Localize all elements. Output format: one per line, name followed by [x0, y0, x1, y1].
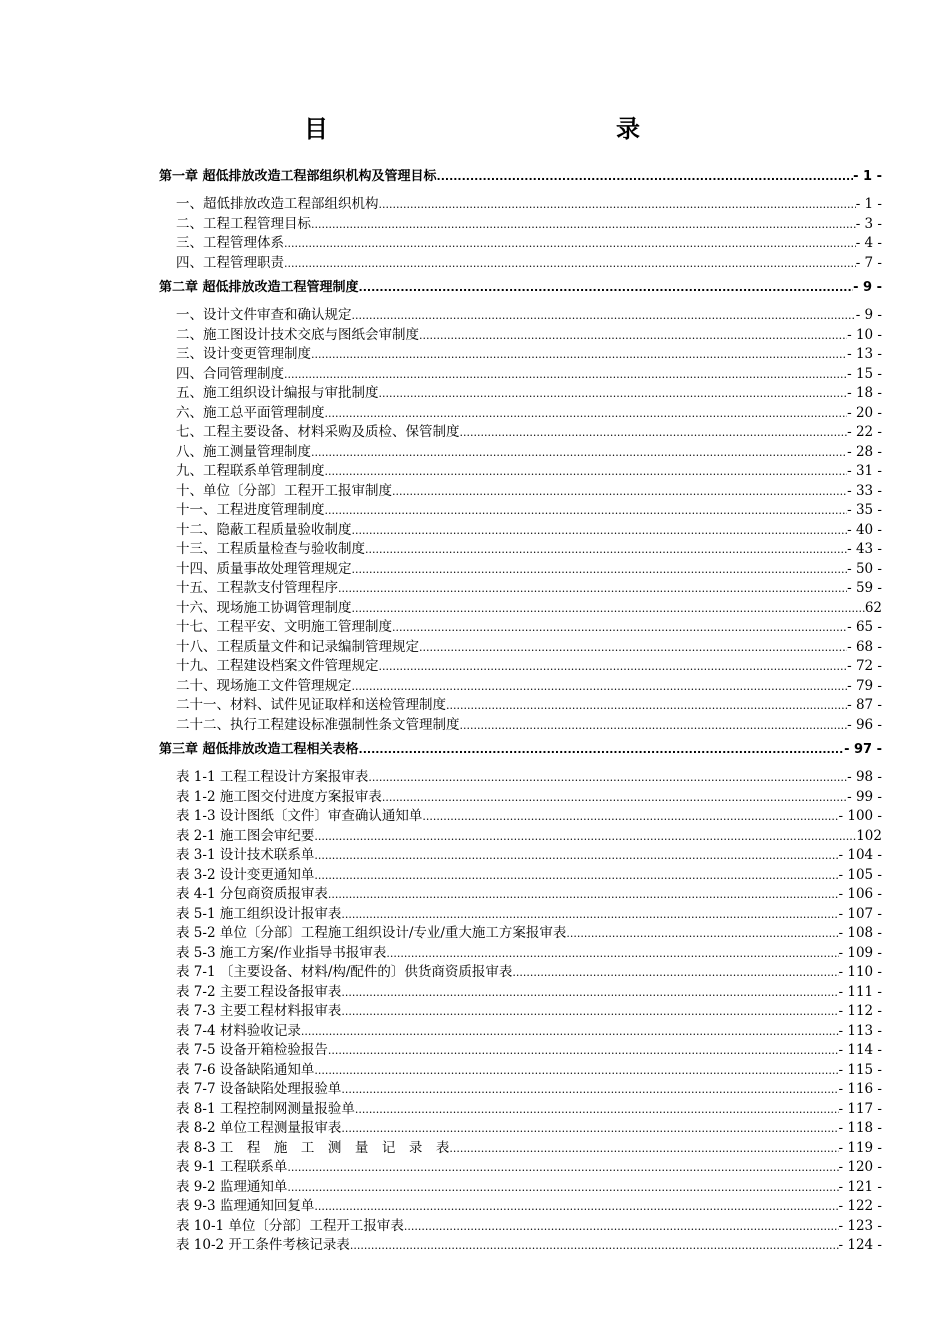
- toc-entry-title: 二十一、材料、试件见证取样和送检管理制度: [176, 697, 446, 713]
- toc-entry-title: 三、设计变更管理制度: [176, 346, 311, 362]
- toc-entry-title: 表 5-1 施工组织设计报审表: [176, 905, 342, 922]
- toc-entry[interactable]: [159, 1119, 882, 1139]
- toc-entry[interactable]: [159, 807, 882, 827]
- toc-entry-title: 表 7-4 材料验收记录: [176, 1022, 301, 1039]
- toc-page-number: - 65 -: [847, 619, 882, 635]
- toc-page-number: - 4 -: [855, 235, 882, 251]
- toc-dot-leader: [341, 1080, 838, 1100]
- toc-entry[interactable]: [159, 443, 882, 463]
- toc-dot-leader: [422, 807, 838, 827]
- toc-entry[interactable]: [159, 234, 882, 254]
- toc-entry[interactable]: [159, 716, 882, 736]
- toc-entry-title: 七、工程主要设备、材料采购及质检、保管制度: [176, 424, 460, 440]
- toc-dot-leader: [341, 1119, 838, 1139]
- toc-entry[interactable]: [159, 983, 882, 1003]
- toc-dot-leader: [352, 560, 848, 580]
- toc-dot-leader: [311, 443, 847, 463]
- toc-entry[interactable]: [159, 1041, 882, 1061]
- toc-dot-leader: [341, 1002, 838, 1022]
- toc-dot-leader: [460, 423, 848, 443]
- toc-page-number: - 7 -: [855, 254, 882, 271]
- toc-entry-title: 表 1-3 设计图纸〔文件〕审查确认通知单: [176, 808, 423, 824]
- toc-entry-title: 表 3-2 设计变更通知单: [176, 866, 315, 883]
- toc-entry[interactable]: [159, 768, 882, 788]
- toc-dot-leader: [350, 1236, 839, 1256]
- toc-page-number: - 122 -: [838, 1198, 882, 1214]
- table-of-contents: [159, 166, 882, 1256]
- toc-entry-title: 四、工程管理职责: [176, 254, 284, 271]
- toc-entry-title: 表 8-3 工 程 施 工 测 量 记 录 表: [176, 1139, 450, 1156]
- toc-entry-title: 表 10-2 开工条件考核记录表: [176, 1237, 350, 1253]
- toc-entry[interactable]: [159, 1002, 882, 1022]
- toc-entry-title: 十、单位〔分部〕工程开工报审制度: [176, 482, 392, 499]
- toc-entry[interactable]: [159, 638, 882, 658]
- toc-dot-leader: [512, 963, 838, 983]
- toc-entry[interactable]: [159, 1061, 882, 1081]
- toc-dot-leader: [379, 657, 848, 677]
- toc-chapter-entry[interactable]: [159, 166, 882, 188]
- toc-page-number: - 15 -: [847, 365, 882, 382]
- toc-dot-leader: [284, 254, 856, 274]
- toc-dot-leader: [341, 983, 838, 1003]
- toc-dot-leader: [314, 1197, 838, 1217]
- toc-entry[interactable]: [159, 521, 882, 541]
- toc-entry[interactable]: [159, 1158, 882, 1178]
- toc-dot-leader: [311, 215, 856, 235]
- toc-entry[interactable]: [159, 1100, 882, 1120]
- toc-entry-title: 二、工程工程管理目标: [176, 215, 311, 232]
- toc-entry-title: 一、超低排放改造工程部组织机构: [176, 196, 379, 212]
- toc-dot-leader: [341, 905, 838, 925]
- toc-entry[interactable]: [159, 1197, 882, 1217]
- toc-entry[interactable]: [159, 1178, 882, 1198]
- toc-entry-title: 十四、质量事故处理管理规定: [176, 560, 352, 577]
- toc-page-number: - 111 -: [838, 983, 882, 1000]
- toc-entry-title: 表 2-1 施工图会审纪要: [176, 827, 315, 844]
- toc-entry[interactable]: [159, 384, 882, 404]
- toc-page-number: - 123 -: [838, 1217, 882, 1234]
- toc-page-number: - 105 -: [838, 866, 882, 883]
- toc-entry-title: 十一、工程进度管理制度: [176, 502, 325, 518]
- toc-dot-leader: [392, 482, 847, 502]
- toc-page-number: - 108 -: [838, 925, 882, 941]
- toc-page-number: - 106 -: [838, 886, 882, 902]
- toc-entry-title: 表 4-1 分包商资质报审表: [176, 886, 328, 902]
- toc-entry[interactable]: [159, 618, 882, 638]
- toc-entry[interactable]: [159, 404, 882, 424]
- toc-entry[interactable]: [159, 1217, 882, 1237]
- toc-entry-title: 二、施工图设计技术交底与图纸会审制度: [176, 326, 419, 343]
- toc-dot-leader: [368, 768, 847, 788]
- toc-page-number: - 72 -: [847, 658, 882, 674]
- toc-entry-title: 表 7-6 设备缺陷通知单: [176, 1061, 315, 1078]
- toc-page-number: - 50 -: [847, 560, 882, 577]
- toc-dot-leader: [566, 924, 838, 944]
- toc-entry-title: 表 5-2 单位〔分部〕工程施工组织设计/专业/重大施工方案报审表: [176, 925, 567, 941]
- toc-entry[interactable]: [159, 1139, 882, 1159]
- toc-page-number: - 107 -: [838, 905, 882, 922]
- toc-chapter-entry[interactable]: [159, 277, 882, 299]
- toc-entry-title: 表 7-1 〔主要设备、材料/构/配件的〕供货商资质报审表: [176, 964, 513, 980]
- toc-entry[interactable]: [159, 1080, 882, 1100]
- toc-entry-title: 表 9-2 监理通知单: [176, 1178, 288, 1195]
- toc-page-number: - 113 -: [838, 1022, 882, 1039]
- toc-entry-title: 表 7-3 主要工程材料报审表: [176, 1003, 342, 1019]
- toc-entry-title: 表 1-2 施工图交付进度方案报审表: [176, 788, 382, 805]
- toc-dot-leader: [325, 501, 848, 521]
- toc-dot-leader: [355, 1100, 839, 1120]
- toc-entry-title: 二十二、执行工程建设标准强制性条文管理制度: [176, 716, 460, 733]
- toc-dot-leader: [328, 885, 839, 905]
- toc-entry-title: 第二章 超低排放改造工程管理制度: [159, 280, 359, 295]
- toc-entry-title: 表 3-1 设计技术联系单: [176, 847, 315, 863]
- toc-dot-leader: [352, 677, 848, 697]
- toc-page-number: - 1 -: [855, 196, 882, 212]
- toc-page-number: - 9 -: [853, 280, 882, 295]
- toc-entry[interactable]: [159, 905, 882, 925]
- toc-page-number: - 99 -: [847, 788, 882, 805]
- toc-page-number: - 79 -: [847, 677, 882, 694]
- toc-entry[interactable]: [159, 579, 882, 599]
- toc-entry-title: 十三、工程质量检查与验收制度: [176, 541, 365, 557]
- toc-entry[interactable]: [159, 501, 882, 521]
- toc-entry[interactable]: [159, 788, 882, 808]
- toc-entry-title: 十六、现场施工协调管理制度: [176, 599, 352, 616]
- toc-page-number: - 116 -: [838, 1081, 882, 1097]
- toc-page-number: - 68 -: [847, 638, 882, 655]
- toc-dot-leader: [314, 1061, 838, 1081]
- toc-entry-title: 三、工程管理体系: [176, 235, 284, 251]
- toc-dot-leader: [382, 788, 847, 808]
- toc-dot-leader: [437, 166, 854, 186]
- toc-page-number: - 120 -: [838, 1159, 882, 1175]
- toc-entry-title: 表 7-2 主要工程设备报审表: [176, 983, 342, 1000]
- toc-page-number: - 115 -: [838, 1061, 882, 1078]
- toc-entry-title: 二十、现场施工文件管理规定: [176, 677, 352, 694]
- toc-page-number: - 100 -: [838, 808, 882, 824]
- toc-dot-leader: [287, 1158, 838, 1178]
- page-title: 目 录: [304, 115, 720, 143]
- toc-entry-title: 十二、隐蔽工程质量验收制度: [176, 521, 352, 538]
- toc-dot-leader: [314, 846, 838, 866]
- toc-page-number: - 96 -: [847, 716, 882, 733]
- toc-entry-title: 九、工程联系单管理制度: [176, 463, 325, 479]
- toc-entry[interactable]: [159, 696, 882, 716]
- toc-entry-title: 表 9-3 监理通知回复单: [176, 1198, 315, 1214]
- toc-dot-leader: [328, 1041, 839, 1061]
- toc-dot-leader: [311, 345, 847, 365]
- toc-dot-leader: [365, 540, 847, 560]
- toc-entry[interactable]: [159, 423, 882, 443]
- toc-entry-title: 一、设计文件审查和确认规定: [176, 307, 352, 323]
- toc-page-number: - 124 -: [838, 1237, 882, 1253]
- toc-dot-leader: [325, 404, 848, 424]
- toc-entry[interactable]: [159, 846, 882, 866]
- toc-page-number: 102: [856, 827, 882, 844]
- toc-chapter-entry[interactable]: [159, 739, 882, 761]
- toc-page-number: - 98 -: [847, 769, 882, 785]
- toc-page-number: - 13 -: [847, 346, 882, 362]
- toc-page-number: - 1 -: [853, 169, 882, 184]
- toc-dot-leader: [419, 326, 847, 346]
- toc-entry[interactable]: [159, 540, 882, 560]
- toc-entry[interactable]: [159, 306, 882, 326]
- toc-entry-title: 表 5-3 施工方案/作业指导书报审表: [176, 944, 387, 961]
- toc-entry[interactable]: [159, 215, 882, 235]
- toc-entry-title: 十八、工程质量文件和记录编制管理规定: [176, 638, 419, 655]
- toc-entry-title: 四、合同管理制度: [176, 365, 284, 382]
- toc-entry[interactable]: [159, 924, 882, 944]
- toc-entry-title: 表 1-1 工程工程设计方案报审表: [176, 769, 369, 785]
- toc-dot-leader: [314, 866, 838, 886]
- toc-page-number: - 112 -: [838, 1003, 882, 1019]
- toc-entry[interactable]: [159, 1022, 882, 1042]
- toc-page-number: - 33 -: [847, 482, 882, 499]
- toc-dot-leader: [419, 638, 847, 658]
- toc-dot-leader: [338, 579, 847, 599]
- toc-page-number: - 31 -: [847, 463, 882, 479]
- toc-entry[interactable]: [159, 657, 882, 677]
- toc-entry-title: 八、施工测量管理制度: [176, 443, 311, 460]
- toc-page-number: - 118 -: [838, 1120, 882, 1136]
- toc-entry-title: 第三章 超低排放改造工程相关表格: [159, 742, 359, 757]
- toc-entry[interactable]: [159, 345, 882, 365]
- toc-entry-title: 表 9-1 工程联系单: [176, 1159, 288, 1175]
- toc-dot-leader: [386, 944, 838, 964]
- toc-entry[interactable]: [159, 482, 882, 502]
- toc-page-number: 62: [864, 599, 882, 616]
- toc-page-number: - 110 -: [838, 964, 882, 980]
- toc-dot-leader: [301, 1022, 839, 1042]
- toc-page-number: - 28 -: [847, 443, 882, 460]
- toc-entry[interactable]: [159, 462, 882, 482]
- toc-entry[interactable]: [159, 963, 882, 983]
- toc-page-number: - 35 -: [847, 502, 882, 518]
- toc-dot-leader: [449, 1139, 838, 1159]
- toc-page-number: - 119 -: [838, 1139, 882, 1156]
- toc-page-number: - 87 -: [847, 697, 882, 713]
- toc-page-number: - 104 -: [838, 847, 882, 863]
- toc-entry-title: 十九、工程建设档案文件管理规定: [176, 658, 379, 674]
- toc-entry[interactable]: [159, 944, 882, 964]
- toc-dot-leader: [325, 462, 848, 482]
- toc-entry-title: 表 10-1 单位〔分部〕工程开工报审表: [176, 1217, 404, 1234]
- toc-page-number: - 18 -: [847, 385, 882, 401]
- toc-page-number: - 40 -: [847, 521, 882, 538]
- toc-dot-leader: [352, 521, 848, 541]
- toc-entry-title: 六、施工总平面管理制度: [176, 404, 325, 421]
- toc-entry[interactable]: [159, 1236, 882, 1256]
- toc-entry-title: 十五、工程款支付管理程序: [176, 580, 338, 596]
- toc-entry-title: 表 7-5 设备开箱检验报告: [176, 1042, 328, 1058]
- toc-page-number: - 9 -: [855, 307, 882, 323]
- toc-entry-title: 表 8-2 单位工程测量报审表: [176, 1120, 342, 1136]
- toc-dot-leader: [352, 306, 856, 326]
- toc-page-number: - 97 -: [844, 742, 882, 757]
- toc-entry[interactable]: [159, 365, 882, 385]
- toc-dot-leader: [287, 1178, 838, 1198]
- toc-entry[interactable]: [159, 254, 882, 274]
- toc-dot-leader: [379, 195, 856, 215]
- toc-page-number: - 109 -: [838, 944, 882, 961]
- toc-dot-leader: [359, 739, 845, 759]
- toc-entry[interactable]: [159, 677, 882, 697]
- toc-dot-leader: [284, 234, 856, 254]
- toc-page-number: - 20 -: [847, 404, 882, 421]
- toc-dot-leader: [359, 277, 854, 297]
- toc-dot-leader: [379, 384, 848, 404]
- toc-page-number: - 117 -: [838, 1100, 882, 1117]
- toc-entry-title: 五、施工组织设计编报与审批制度: [176, 385, 379, 401]
- toc-entry[interactable]: [159, 599, 882, 619]
- toc-entry-title: 十七、工程平安、文明施工管理制度: [176, 619, 392, 635]
- toc-page-number: - 59 -: [847, 580, 882, 596]
- toc-entry[interactable]: [159, 866, 882, 886]
- toc-dot-leader: [460, 716, 848, 736]
- toc-entry[interactable]: [159, 560, 882, 580]
- toc-entry-title: 第一章 超低排放改造工程部组织机构及管理目标: [159, 169, 437, 184]
- toc-entry[interactable]: [159, 827, 882, 847]
- toc-entry-title: 表 8-1 工程控制网测量报验单: [176, 1100, 355, 1117]
- toc-page-number: - 43 -: [847, 541, 882, 557]
- toc-dot-leader: [284, 365, 847, 385]
- toc-entry[interactable]: [159, 195, 882, 215]
- toc-page-number: - 3 -: [855, 215, 882, 232]
- toc-entry[interactable]: [159, 326, 882, 346]
- toc-page-number: - 10 -: [847, 326, 882, 343]
- toc-entry[interactable]: [159, 885, 882, 905]
- toc-dot-leader: [352, 599, 865, 619]
- toc-dot-leader: [314, 827, 856, 847]
- toc-page-number: - 22 -: [847, 424, 882, 440]
- toc-dot-leader: [392, 618, 847, 638]
- toc-page-number: - 114 -: [838, 1042, 882, 1058]
- toc-dot-leader: [404, 1217, 839, 1237]
- toc-dot-leader: [446, 696, 847, 716]
- toc-entry-title: 表 7-7 设备缺陷处理报验单: [176, 1081, 342, 1097]
- toc-page-number: - 121 -: [838, 1178, 882, 1195]
